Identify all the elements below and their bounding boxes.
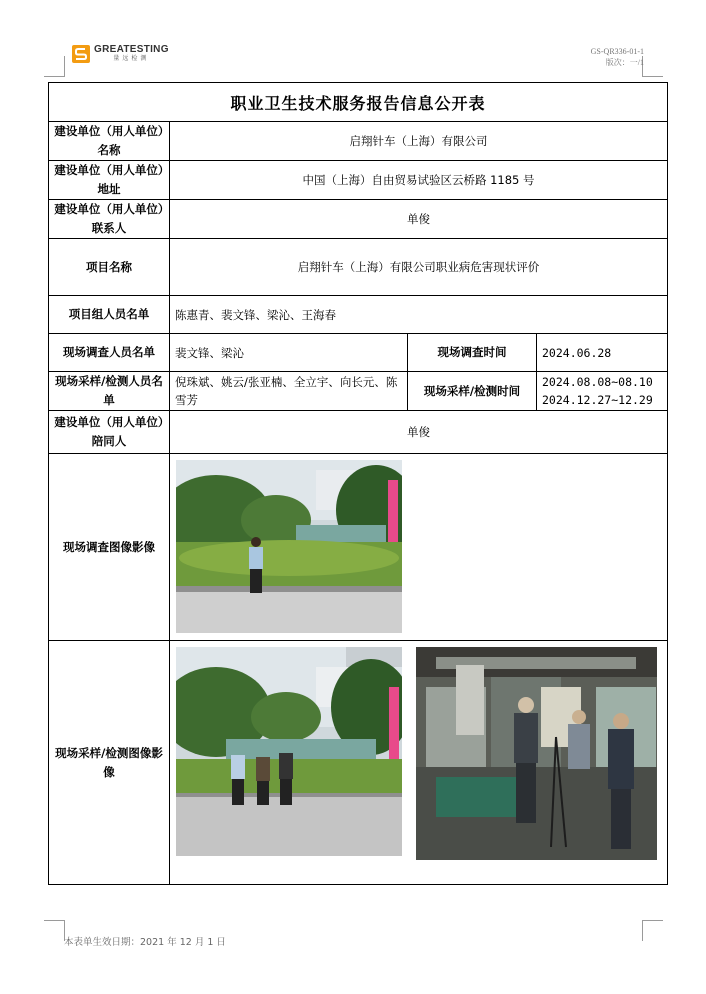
company-logo bbox=[72, 44, 169, 63]
team-label: 项目组人员名单 bbox=[49, 296, 170, 334]
project-name-value: 启翔针车（上海）有限公司职业病危害现状评价 bbox=[170, 239, 668, 296]
escort-label: 建设单位（用人单位）陪同人 bbox=[49, 411, 170, 454]
sampling-staff-value: 倪珠斌、姚云/张亚楠、全立宇、向长元、陈雪芳 bbox=[170, 372, 408, 411]
unit-contact-label: 建设单位（用人单位）联系人 bbox=[49, 200, 170, 239]
sampling-photos-label: 现场采样/检测图像影像 bbox=[49, 641, 170, 885]
unit-address-value: 中国（上海）自由贸易试验区云桥路 1185 号 bbox=[170, 161, 668, 200]
document-code-block bbox=[591, 46, 644, 68]
crop-mark-bottom-left bbox=[44, 920, 65, 941]
sampling-time-label: 现场采样/检测时间 bbox=[408, 372, 537, 411]
document-version: 版次：一/1 bbox=[605, 58, 644, 67]
escort-value: 单俊 bbox=[170, 411, 668, 454]
logo-chinese: 量远检测 bbox=[113, 55, 150, 62]
survey-staff-label: 现场调查人员名单 bbox=[49, 334, 170, 372]
unit-contact-value: 单俊 bbox=[170, 200, 668, 239]
sampling-photo-outdoor bbox=[176, 647, 402, 856]
project-name-label: 项目名称 bbox=[49, 239, 170, 296]
effective-date-footer: 本表单生效日期：2021 年 12 月 1 日 bbox=[64, 937, 226, 948]
unit-address-label: 建设单位（用人单位）地址 bbox=[49, 161, 170, 200]
table-title: 职业卫生技术服务报告信息公开表 bbox=[49, 83, 668, 122]
crop-mark-top-left bbox=[44, 56, 65, 77]
sampling-photo-workshop bbox=[416, 647, 657, 860]
sampling-time-2: 2024.12.27~12.29 bbox=[542, 393, 653, 407]
sampling-photos-cell bbox=[170, 641, 668, 885]
survey-time-label: 现场调查时间 bbox=[408, 334, 537, 372]
document-code: GS-QR336-01-1 bbox=[590, 47, 644, 56]
sampling-time-1: 2024.08.08~08.10 bbox=[542, 375, 653, 389]
sampling-time-value bbox=[537, 372, 668, 411]
unit-name-value: 启翔针车（上海）有限公司 bbox=[170, 122, 668, 161]
crop-mark-top-right bbox=[642, 56, 663, 77]
info-table bbox=[48, 82, 668, 885]
survey-time-value: 2024.06.28 bbox=[537, 334, 668, 372]
survey-photo bbox=[176, 460, 402, 633]
logo-english: GREATESTING bbox=[94, 44, 169, 55]
survey-photos-label: 现场调查图像影像 bbox=[49, 454, 170, 641]
unit-name-label: 建设单位（用人单位）名称 bbox=[49, 122, 170, 161]
survey-staff-value: 裴文锋、梁沁 bbox=[170, 334, 408, 372]
crop-mark-bottom-right bbox=[642, 920, 663, 941]
sampling-staff-label: 现场采样/检测人员名单 bbox=[49, 372, 170, 411]
survey-photos-cell bbox=[170, 454, 668, 641]
logo-icon bbox=[72, 45, 90, 63]
team-value: 陈惠青、裴文锋、梁沁、王海春 bbox=[170, 296, 668, 334]
